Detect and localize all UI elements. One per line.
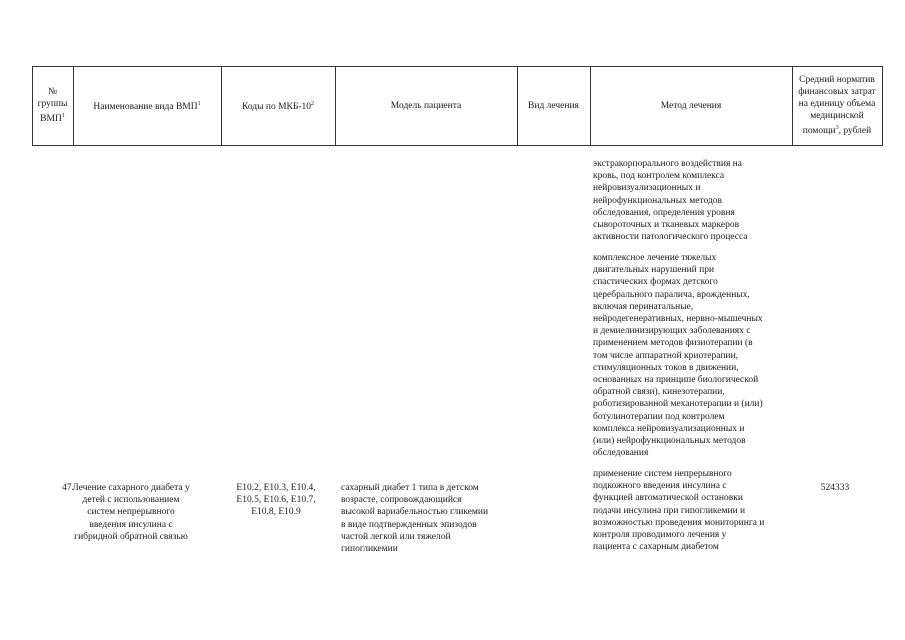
method-complex-treatment-text: комплексное лечение тяжелых двигательных нарушений при спастических формах детского церебрального паралича, врожденных, включая перинатальные, нейродегенеративных, нервно-мышечных и демиелинизирующих заболеваниях с применением методов физиотерапии (в том числе аппаратной криотерапии, стимуляционных токов в движении, основанных на принципе биологической обратной связи), кинезотерапии, роботизированной механотерапии и (или) ботулинотерапии под контролем комплекса нейровизуализационных и (или) нейрофункциональных методов обследования (593, 253, 763, 459)
header-group-number: № группы ВМП$^1$ (37, 87, 68, 125)
table-border-right (882, 66, 883, 146)
header-treatment-method: Метод лечения (660, 101, 722, 111)
header-treatment-type: Вид лечения (528, 101, 579, 111)
header-average-cost: Средний норматив финансовых затрат на единицу объема медицинской помощи$^3$, рублей (798, 75, 876, 137)
row-treatment-method: применение систем непрерывного подкожного введения инсулина с функцией автоматической остановки подачи инсулина при гипогликемии и возможностью проведения мониторинга и контроля проводимого лечения у пациента с сахарным диабетом (593, 469, 765, 553)
row-number: 47. (62, 483, 74, 493)
row-icd-codes: E10.2, E10.3, E10.4, E10.5, E10.6, E10.7, E10.8, E10.9 (236, 483, 316, 518)
method-continuation-text: экстракорпорального воздействия на кровь, под контролем комплекса нейровизуализационных и нейрофункциональных методов обследования, определения уровня сывороточных и тканевых маркеров активности патологического процесса (593, 159, 748, 243)
header-vmp-name: Наименование вида ВМП$^1$ (93, 101, 201, 113)
row-average-cost: 524333 (820, 483, 850, 493)
row-vmp-name: Лечение сахарного диабета у детей с использованием систем непрерывного введения инсулина с гибридной обратной связью (72, 483, 190, 542)
header-patient-model: Модель пациента (390, 101, 462, 111)
row-patient-model: сахарный диабет 1 типа в детском возрасте, сопровождающийся высокой вариабельностью гликемии в виде подтвержденных эпизодов частой легкой или тяжелой гипогликемии (341, 483, 489, 555)
header-icd-codes: Коды по МКБ-$10^2$ (241, 101, 315, 113)
